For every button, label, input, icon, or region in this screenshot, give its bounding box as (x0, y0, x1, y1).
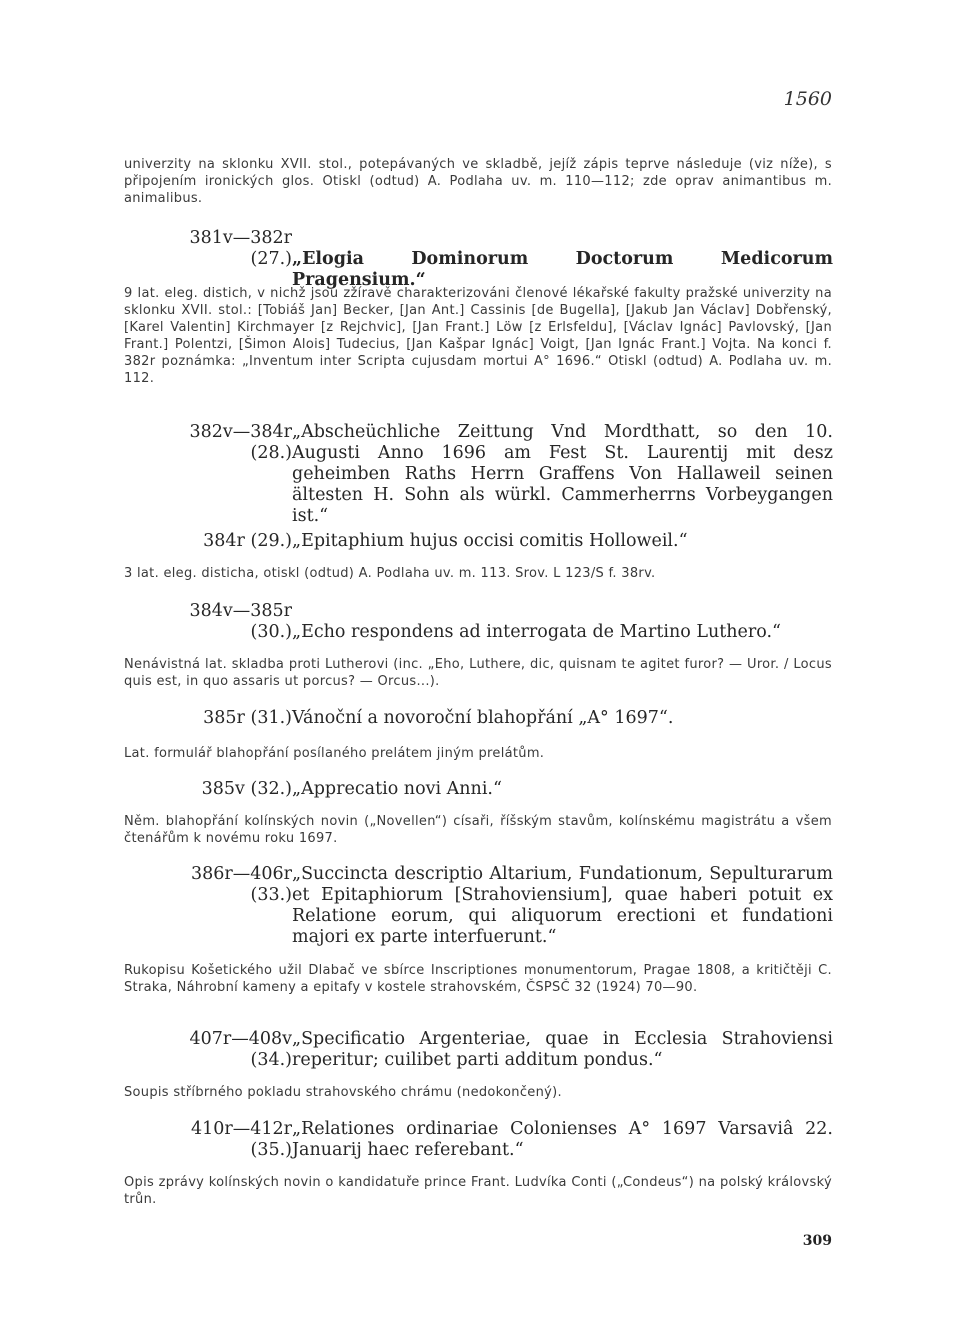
entry-title: „Abscheüchliche Zeittung Vnd Mordthatt, so den 10. Augusti Anno 1696 am Fest St. Laurentij mit desz geheimben Raths Herrn Graffens Von Hallaweil seinen ältesten H. Sohn als würkl. Cammerherrns Vorbeygangen ist.“ (292, 422, 833, 526)
entry-number: (35.) (250, 1140, 292, 1160)
footer-number: 309 (802, 1233, 832, 1249)
entry-folio: 386r—406r (190, 864, 292, 884)
entry-ref (166, 779, 292, 800)
entry-number: (28.) (250, 443, 292, 463)
entry-folio: 384v—385r (189, 601, 292, 621)
entry-folio-and-number (166, 708, 292, 729)
entry-note: Soupis stříbrného pokladu strahovského chrámu (nedokončený). (124, 1085, 562, 1100)
entry-title: „Epitaphium hujus occisi comitis Holloweil.“ (292, 531, 688, 551)
entry-folio: 407r—408v (189, 1029, 292, 1049)
entry-ref (166, 531, 292, 552)
entry-note: Lat. formulář blahopřání posílaného prelátem jiným prelátům. (124, 746, 545, 761)
entry-title: „Apprecatio novi Anni.“ (292, 779, 502, 799)
entry-number: (29.) (250, 531, 292, 551)
entry-note: Něm. blahopřání kolínských novin („Novellen“) císaři, říšským stavům, kolínskému magistrátu a všem čtenářům k novému roku 1697. (124, 814, 832, 846)
entry-folio: 382v—384r (189, 422, 292, 442)
entry-note: 9 lat. eleg. distich, v nichž jsou zžíravě charakterizováni členové lékařské fakulty pražské univerzity na sklonku XVII. stol.: [Tobiáš Jan] Becker, [Jan Ant.] Cassinis [de Bugella], [Jakub Jan Václav] Dobřenský, [Karel Valentin] Kirchmayer [z Rejchvic], [Jan Frant.] Löw [z Erlsfeldu], [Václav Ignác] Pavlovský, [Jan Frant.] Polentzi, [Šimon Alois] Tudecius, [Jan Kašpar Ignác] Voigt, [Jan Ignác Frant.] Vojta. Na konci f. 382r poznámka: „Inventum inter Scripta cujusdam mortui A° 1696.“ Otiskl (odtud) A. Podlaha uv. m. 112. (124, 286, 832, 386)
entry-title: „Succincta descriptio Altarium, Fundationum, Sepulturarum et Epitaphiorum [Strahoviensium], quae haberi potuit ex Relatione eorum, qui aliquorum erectioni et fundationi majori ex parte interfuerunt.“ (292, 864, 833, 947)
intro-note: univerzity na sklonku XVII. stol., potepávaných ve skladbě, jejíž zápis teprve následuje (viz níže), s připojením ironických glos. Otiskl (odtud) A. Podlaha uv. m. 110—112; zde oprav animantibus m. animalibus. (124, 157, 832, 206)
entry-note: Rukopisu Košetického užil Dlabač ve sbírce Inscriptiones monumentorum, Pragae 1808, a kritičtěji C. Straka, Náhrobní kameny a epitafy v kostele strahovském, ČSPSČ 32 (1924) 70—90. (124, 963, 832, 995)
entry-note: Nenávistná lat. skladba proti Lutherovi (inc. „Eho, Luthere, dic, quisnam te agitet furor? — Uror. / Locus quis est, in quo assaris ut porcus? — Orcus...). (124, 657, 832, 689)
entry-number: (31.) (250, 708, 292, 728)
entry-folio-and-number (166, 779, 292, 800)
entry-number: (34.) (250, 1050, 292, 1070)
entry-number: (30.) (250, 622, 292, 642)
entry-title: Vánoční a novoroční blahopřání „A° 1697“. (292, 708, 674, 728)
entry-ref (166, 864, 292, 906)
entry-ref (166, 708, 292, 729)
entry-ref (166, 601, 292, 643)
entry-folio: 384r (203, 531, 245, 551)
entry-ref (166, 228, 292, 270)
entry-number: (32.) (250, 779, 292, 799)
entry-ref (166, 1119, 292, 1161)
entry-title: „Relationes ordinariae Colonienses A° 1697 Varsaviâ 22. Januarij haec referebant.“ (292, 1119, 833, 1160)
entry-folio-and-number (166, 531, 292, 552)
entry-folio: 381v—382r (189, 228, 292, 248)
entry-title: „Elogia Dominorum Doctorum Medicorum Pragensium.“ (292, 249, 833, 290)
entry-folio: 385v (201, 779, 245, 799)
entry-ref (166, 422, 292, 464)
entry-note: 3 lat. eleg. disticha, otiskl (odtud) A. Podlaha uv. m. 113. Srov. L 123/S f. 38rv. (124, 566, 656, 581)
entry-title: „Specificatio Argenteriae, quae in Ecclesia Strahoviensi reperitur; cuilibet parti additum pondus.“ (292, 1029, 833, 1070)
page-number: 1560 (783, 88, 832, 110)
entry-note: Opis zprávy kolínských novin o kandidatuře prince Frant. Ludvíka Conti („Condeus“) na polský královský trůn. (124, 1175, 832, 1207)
entry-number: (33.) (250, 885, 292, 905)
entry-folio: 385r (203, 708, 245, 728)
entry-ref (166, 1029, 292, 1071)
entry-folio: 410r—412r (190, 1119, 292, 1139)
entry-title: „Echo respondens ad interrogata de Martino Luthero.“ (292, 622, 781, 642)
entry-number: (27.) (250, 249, 292, 269)
